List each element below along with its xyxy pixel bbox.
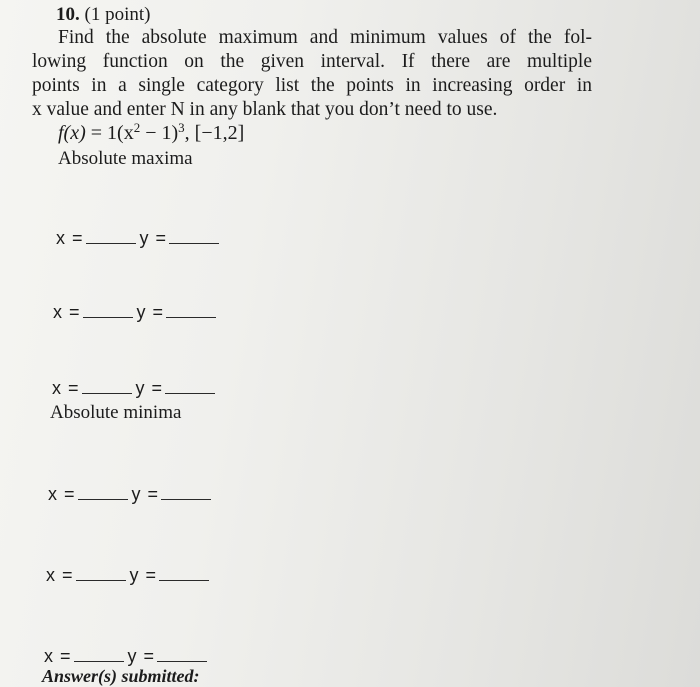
y-label: y = <box>127 646 156 666</box>
answers-submitted-label: Answer(s) submitted: <box>42 666 200 686</box>
function-mid: − 1) <box>140 122 179 144</box>
minima-x-input[interactable] <box>74 660 124 662</box>
minima-y-input[interactable] <box>157 660 207 662</box>
function-definition <box>58 122 244 145</box>
minima-x-input[interactable] <box>78 498 128 500</box>
maxima-x-input[interactable] <box>82 392 132 394</box>
y-label: y = <box>131 484 160 504</box>
function-lhs: f(x) <box>58 122 86 144</box>
function-exp-inner: 2 <box>133 120 141 135</box>
minima-answer-row <box>48 484 211 505</box>
maxima-y-input[interactable] <box>165 392 215 394</box>
minima-y-input[interactable] <box>159 579 209 581</box>
problem-number: 10. <box>56 4 80 25</box>
absolute-minima-label: Absolute minima <box>50 402 182 423</box>
maxima-answer-row <box>52 378 215 399</box>
problem-header <box>56 4 150 26</box>
x-label: x = <box>52 378 80 398</box>
minima-y-input[interactable] <box>161 498 211 500</box>
maxima-x-input[interactable] <box>86 242 136 244</box>
x-label: x = <box>44 646 72 666</box>
instruction-line: points in a single category list the points in increasing order in <box>32 75 592 96</box>
instruction-line: x value and enter N in any blank that you don’t need to use. <box>32 99 498 120</box>
function-interval: , [−1,2] <box>184 122 245 144</box>
minima-x-input[interactable] <box>76 579 126 581</box>
maxima-x-input[interactable] <box>83 316 133 318</box>
x-label: x = <box>46 565 74 585</box>
y-label: y = <box>135 378 164 398</box>
maxima-y-input[interactable] <box>169 242 219 244</box>
x-label: x = <box>53 302 81 322</box>
function-eq: = 1(x <box>85 122 134 144</box>
absolute-maxima-label: Absolute maxima <box>58 148 193 169</box>
maxima-answer-row <box>53 302 216 323</box>
y-label: y = <box>139 228 168 248</box>
instruction-line: Find the absolute maximum and minimum values of the fol- <box>58 27 592 48</box>
problem-instructions <box>32 26 592 122</box>
y-label: y = <box>129 565 158 585</box>
x-label: x = <box>56 228 84 248</box>
function-exp-outer: 3 <box>178 120 185 135</box>
problem-points: (1 point) <box>84 4 151 25</box>
minima-answer-row <box>44 646 207 667</box>
minima-answer-row <box>46 565 209 586</box>
maxima-answer-row <box>56 228 219 249</box>
y-label: y = <box>136 302 165 322</box>
x-label: x = <box>48 484 76 504</box>
maxima-y-input[interactable] <box>166 316 216 318</box>
instruction-line: lowing function on the given interval. If there are multiple <box>32 51 592 72</box>
